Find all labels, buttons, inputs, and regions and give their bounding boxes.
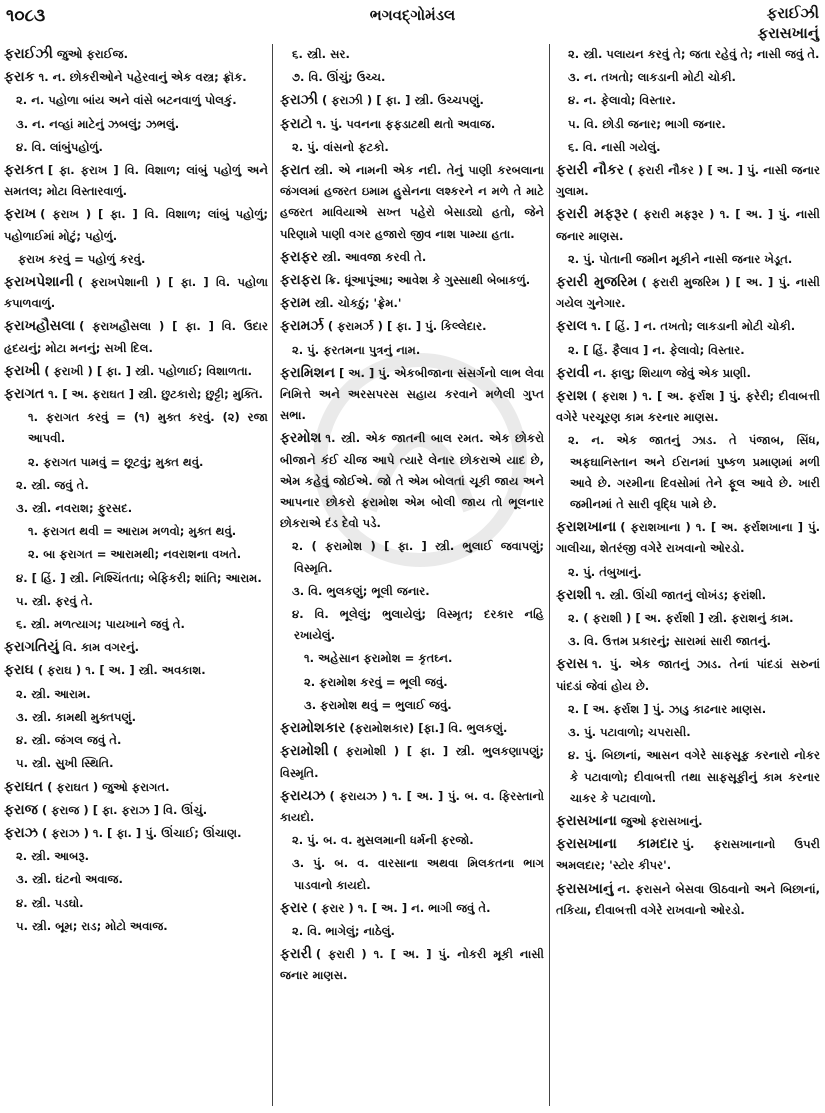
sense-line xyxy=(4,568,268,589)
definition-text: ૧. સ્ત્રી. એક જાતની બાલ રમત. એક છોકરો બીજાને કંઈ ચીજ આપે ત્યારે લેનાર છોકરાએ યાદ છે, એમ કહેવું જોઈએ. જો તે એમ બોલતાં ચૂકી જાય અને આપનાર છોકરો ફરામોશ એમ બોલી જાય તો ભૂલનાર છોકરાએ દંડ દેવો પડે. xyxy=(280,431,544,531)
headword: ફરારી નૌકર xyxy=(556,162,625,179)
definition-text: ૫. સ્ત્રી. સુખી સ્થિતિ. xyxy=(16,756,114,771)
headword: ફરાયઝ xyxy=(280,787,326,804)
sense-line xyxy=(556,44,820,65)
dictionary-entry xyxy=(280,898,544,919)
sense-line xyxy=(280,921,544,942)
definition-text: ( ફરાર ) ૧. [ અ. ] ન. ભાગી જવું તે. xyxy=(311,900,491,915)
headword: ફરાશી xyxy=(556,586,592,603)
definition-text: ૨. પું. બ. વ. મુસલમાની ધર્મની ફરજો. xyxy=(292,833,474,848)
headword: ફરાશખાના xyxy=(556,519,617,536)
idiom-line xyxy=(4,249,268,270)
sense-line xyxy=(4,137,268,158)
definition-text: ( ફરાજ ) [ ફા. ફરાઝ ] વિ. ઊંચું. xyxy=(41,802,208,817)
definition-text: ૨. ફરાગત પામવું = છૂટવું; મુક્ત થવું. xyxy=(28,454,204,469)
headword: ફરાસ xyxy=(556,656,589,673)
definition-text: ૨. ન. એક જાતનું ઝાડ. તે પંજાબ, સિંધ, અફઘાનિસ્તાન અને ઈરાનમાં પુષ્કળ પ્રમાણમાં મળી આવે છે. ગરમીના દિવસોમાં તેને ફૂલ આવે છે. ખારી જમીનમાં તે સારી વૃદ્ધિ પામે છે. xyxy=(568,433,820,512)
headword: ફરામિશન xyxy=(280,364,335,381)
definition-text: સ્ત્રી. આવજા કરવી તે. xyxy=(321,249,427,264)
definition-text: ૪. વિ. ભૂલેલું; ભુલાયેલું; વિસ્મૃત; દરકાર નહિ રખાયેલું. xyxy=(292,607,544,643)
headword: ફરારી મફરૂર xyxy=(556,206,629,223)
dictionary-entry xyxy=(4,384,268,405)
sense-line xyxy=(4,846,268,867)
headword: ફરાઝ xyxy=(4,824,39,841)
definition-text: ( ફરાઝ ) ૧. [ ફા. ] પું. ઊંચાઈ; ઊંચાણ. xyxy=(42,825,242,840)
definition-text: ૩. વિ. ભુલકણું; ભૂલી જનાર. xyxy=(292,583,430,598)
sense-line xyxy=(4,684,268,705)
dictionary-entry xyxy=(280,741,544,783)
headword: ફરાસખાના કામદાર xyxy=(556,836,679,853)
definition-text: ૪. સ્ત્રી. જંગલ જવું તે. xyxy=(16,733,122,748)
headword: ફરાઘ xyxy=(4,662,34,679)
headword: ફરાવી xyxy=(556,364,590,381)
definition-text: ૨. સ્ત્રી. આરામ. xyxy=(16,686,91,701)
definition-text: ( ફરારી ) ૧. [ અ. ] પું. નોકરી મૂકી નાસી જનાર માણસ. xyxy=(280,947,544,983)
definition-text: ( ફરાખી ) [ ફા. ] સ્ત્રી. પહોળાઈ; વિશાળતા. xyxy=(44,363,253,378)
sense-line xyxy=(556,699,820,720)
sense-line xyxy=(4,114,268,135)
sense-line xyxy=(556,745,820,809)
headword: ફરાક xyxy=(4,69,35,86)
dictionary-entry xyxy=(280,718,544,739)
sense-line xyxy=(280,44,544,65)
sense-line xyxy=(4,498,268,519)
headword: ફરામ xyxy=(280,295,311,312)
definition-text: ૩. વિ. ઉત્તમ પ્રકારનું; સારામાં સારી જાતનું. xyxy=(568,634,771,649)
dictionary-entry xyxy=(280,90,544,111)
headword: ફરાઝી xyxy=(280,92,319,109)
dictionary-entry xyxy=(280,428,544,534)
headword: ફરાટો xyxy=(280,115,313,132)
definition-text: ૨. ફરામોશ કરવું = ભૂલી જવું. xyxy=(304,674,448,689)
dictionary-entry xyxy=(280,786,544,828)
sense-line xyxy=(280,830,544,851)
definition-text: ૨. પું. તંબુખાનું. xyxy=(568,564,642,579)
guide-word-last: ફરાસખાનું xyxy=(757,24,819,42)
sense-line xyxy=(556,67,820,88)
definition-text: ૪. વિ. લાંબુંપહોળું. xyxy=(16,139,103,154)
definition-text: ૬. સ્ત્રી. સર. xyxy=(292,47,350,61)
sense-line xyxy=(4,869,268,890)
sense-line xyxy=(4,730,268,751)
definition-text: ૧. ફરાગત થવી = આરામ મળવો; મુક્ત થવું. xyxy=(28,524,237,539)
definition-text: ૩. સ્ત્રી. ઘંટનો અવાજ. xyxy=(16,872,123,887)
sense-line xyxy=(556,608,820,629)
column-2 xyxy=(280,44,544,1110)
definition-text: ૩. પું. બ. વ. વારસાના અથવા મિલકતના ભાગ પાડવાનો કાયદો. xyxy=(292,856,544,892)
definition-text: ૩. સ્ત્રી. નવરાશ; ફુરસદ. xyxy=(16,501,133,516)
definition-text: ૪. સ્ત્રી. પડઘો. xyxy=(16,895,84,910)
headword: ફરાજ xyxy=(4,801,38,818)
headword: ફરાશ xyxy=(556,388,588,405)
definition-text: [ ફા. ફરાખ ] વિ. વિશાળ; લાંબું પહોળું અને સમતલ; મોટા વિસ્તારવાળું. xyxy=(4,163,268,199)
sense-line xyxy=(280,340,544,361)
headword: ફરાફરા xyxy=(280,272,322,289)
definition-text: ૨. વિ. ભાગેલું; નાઠેલું. xyxy=(292,923,395,938)
sense-line xyxy=(556,114,820,135)
dictionary-entry xyxy=(280,363,544,427)
idiom-line xyxy=(4,407,268,449)
definition-text: ૩. ફરામોશ થવું = ભુલાઈ જવું. xyxy=(304,697,452,712)
definition-text: ૨. ( ફરામોશ ) [ ફા. ] સ્ત્રી. ભુલાઈ જવાપણું; વિસ્મૃતિ. xyxy=(292,539,544,575)
dictionary-entry xyxy=(280,316,544,337)
dictionary-entry xyxy=(4,800,268,821)
definition-text: વિ. કામ વગરનું. xyxy=(62,640,140,655)
definition-text: ( ફરાશ ) ૧. [ અ. ફર્રાશ ] પું. ફરેરી; દીવાબત્તી વગેરે પરચૂરણ કામ કરનાર માણસ. xyxy=(556,389,820,425)
definition-text: ( ફરાઘ ) ૧. [ અ. ] સ્ત્રી. અવકાશ. xyxy=(37,663,206,678)
dictionary-entry xyxy=(556,585,820,606)
definition-text: ૧. [ હિં. ] ન. તખતો; લાકડાની મોટી ચોકી. xyxy=(591,319,796,334)
sense-line xyxy=(280,853,544,895)
sense-line xyxy=(556,631,820,652)
sense-line xyxy=(4,707,268,728)
dictionary-entry xyxy=(280,270,544,291)
idiom-line xyxy=(280,648,544,669)
definition-text: ૨. [ અ. ફર્રાશ ] પું. ઝાડુ કાઢનાર માણસ. xyxy=(568,701,767,716)
dictionary-entry xyxy=(4,44,268,65)
dictionary-entry xyxy=(4,637,268,658)
sense-line xyxy=(556,722,820,743)
dictionary-entry xyxy=(280,293,544,314)
definition-text: ૭. વિ. ઊંચું; ઉચ્ચ. xyxy=(292,70,386,85)
sense-line xyxy=(4,591,268,612)
definition-text: ૧. પું. એક જાતનું ઝાડ. તેનાં પાંદડાં સરુનાં પાંદડાં જેવાં હોય છે. xyxy=(556,657,820,693)
dictionary-entry xyxy=(4,823,268,844)
dictionary-entry xyxy=(556,654,820,696)
headword: ફરારી xyxy=(280,946,312,963)
definition-text: ૨. ન. પહોળા બાંય અને વાંસે બટનવાળું પોલકું. xyxy=(16,93,237,108)
dictionary-entry xyxy=(556,160,820,202)
definition-text: ૧. ન. છોકરીઓને પહેરવાનું એક વસ્ત્ર; ફ્રૉક. xyxy=(38,70,247,85)
sense-line xyxy=(556,562,820,583)
headword: ફરાકત xyxy=(4,162,44,179)
dictionary-entry xyxy=(4,67,268,88)
definition-text: ( ફરાશખાના ) ૧. [ અ. ફર્રાશખાના ] પું. ગાલીચા, શેતરંજી વગેરે રાખવાનો ઓરડો. xyxy=(556,520,820,556)
dictionary-entry xyxy=(280,160,544,245)
definition-text: ૨. પું. વાંસનો ફટકો. xyxy=(292,139,389,154)
headword: ફરામોશકાર xyxy=(280,720,346,737)
definition-text: ૧. [ અ. ફરાઘત ] સ્ત્રી. છુટકારો; છુટ્ટી; મુક્તિ. xyxy=(48,387,263,402)
definition-text: ૨. સ્ત્રી. પલાયન કરવું તે; જતા રહેવું તે; નાસી જવું તે. xyxy=(568,47,820,61)
definition-text: ( ફરામર્ઝ ) [ ફા. ] પું. કિલ્લેદાર. xyxy=(327,319,487,334)
dictionary-entry xyxy=(556,363,820,384)
definition-text: ૧. સ્ત્રી. ઊંચી જાતનું લોખંડ; ફરાંશી. xyxy=(595,587,767,602)
definition-text: ૫. સ્ત્રી. બૂમ; રાડ; મોટો અવાજ. xyxy=(16,918,168,933)
definition-text: ન. ફાલુ; શિયાળ જેવું એક પ્રાણી. xyxy=(593,365,751,380)
idiom-line xyxy=(280,695,544,716)
dictionary-entry xyxy=(4,204,268,246)
sense-line xyxy=(556,340,820,361)
definition-text: ( ફરારી નૌકર ) [ અ. ] પું. નાસી જનાર ગુલામ. xyxy=(556,163,820,199)
definition-text: ૪. [ હિં. ] સ્ત્રી. નિશ્ચિંતતા; બેફિકરી; શાંતિ; આરામ. xyxy=(16,570,262,585)
sense-line xyxy=(280,581,544,602)
headword: ફરાખી xyxy=(4,362,41,379)
definition-text: ( ફરાખપેશાની ) [ ફા. ] વિ. પહોળા કપાળવાળું. xyxy=(4,275,268,311)
definition-text: જુઓ ફરાસખાનું. xyxy=(620,813,703,828)
definition-text: ૩. પું. પટાવાળો; ચપરાસી. xyxy=(568,725,691,740)
definition-text: ૨. બા ફરાગત = આરામથી; નવરાશના વખતે. xyxy=(28,547,242,562)
definition-text: ( ફરાઝી ) [ ફા. ] સ્ત્રી. ઉચ્ચપણું. xyxy=(322,93,484,108)
definition-text: ૫. વિ. છોડી જનાર; ભાગી જનાર. xyxy=(568,116,726,131)
definition-text: ૪. પું. બિછાનાં, આસન વગેરે સાફસૂફ કરનારો નોકર કે પટાવાળો; દીવાબત્તી તથા સાફસૂફીનું કામ કરનાર ચાકર કે પટાવાળો. xyxy=(568,748,820,805)
dictionary-entry xyxy=(280,114,544,135)
definition-text: ( ફરારી મફરૂર ) ૧. [ અ. ] પું. નાસી જનાર માણસ. xyxy=(556,207,820,243)
definition-text: (ફરામોશકાર) [ફા.] વિ. ભુલકણું. xyxy=(349,721,508,736)
headword: ફરાખ xyxy=(4,206,37,223)
dictionary-entry xyxy=(556,811,820,832)
definition-text: ૨. ( ફરાશી ) [ અ. ફર્રાશી ] સ્ત્રી. ફરાશનું કામ. xyxy=(568,611,794,626)
dictionary-entry xyxy=(4,160,268,202)
definition-text: ૩. ન. તખતો; લાકડાની મોટી ચોકી. xyxy=(568,70,736,85)
definition-text: ૧. અહેસાન ફરામોશ = કૃતઘ્ન. xyxy=(304,651,453,666)
page-number: ૧૦૮૩ xyxy=(6,6,46,26)
definition-text: ૧. પું. પવનના ફફડાટથી થતો અવાજ. xyxy=(316,116,496,131)
headword: ફરમોશ xyxy=(280,430,322,447)
definition-text: ( ફરાયઝ ) ૧. [ અ. ] પું. બ. વ. ફિરસ્તાનો કાયદો. xyxy=(280,788,544,824)
sense-line xyxy=(556,249,820,270)
dictionary-entry xyxy=(280,247,544,268)
definition-text: ફરાખ કરવું = પહોળું કરવું. xyxy=(18,251,146,266)
dictionary-entry xyxy=(4,660,268,681)
dictionary-entry xyxy=(4,361,268,382)
running-title: ભગવદ્ગોમંડલ xyxy=(369,6,456,24)
definition-text: ૫. સ્ત્રી. ફરવું તે. xyxy=(16,593,93,608)
definition-text: ૧. ફરાગત કરવું = (૧) મુક્ત કરવું. (૨) રજા આપવી. xyxy=(28,410,268,446)
definition-text: ( ફરારી મુજરિમ ) [ અ. ] પું. નાસી ગયેલ ગુનેગાર. xyxy=(556,275,820,311)
headword: ફરાલ xyxy=(556,318,588,335)
headword: ફરામર્ઝ xyxy=(280,318,324,335)
headword: ફરારી મુજરિમ xyxy=(556,274,638,291)
definition-text: ૨. [ હિં. ફૈલાવ ] ન. ફેલાવો; વિસ્તાર. xyxy=(568,342,745,357)
page-header xyxy=(0,0,825,44)
sense-line xyxy=(4,916,268,937)
definition-text: ( ફરાઘત ) જુઓ ફરાગત. xyxy=(47,779,170,794)
sense-line xyxy=(4,475,268,496)
definition-text: સ્ત્રી. એ નામની એક નદી. તેનું પાણી કરબલાના જંગલમાં હજરત ઇમામ હુસેનના લશ્કરને ન મળે તે માટે હજરત માવિયાએ સખ્ત પહેરો બેસાડ્યો હતો, જેને પરિણામે પાણી વગર હજારો જીવ નાશ પામ્યા હતા. xyxy=(280,163,544,241)
definition-text: સ્ત્રી. ચોકઠું; 'ફ્રેમ.' xyxy=(314,296,402,311)
dictionary-entry xyxy=(556,879,820,921)
headword: ફરામોશી xyxy=(280,743,329,760)
sense-line xyxy=(4,90,268,111)
headword: ફરાત xyxy=(280,162,310,179)
sense-line xyxy=(556,90,820,111)
sense-line xyxy=(280,137,544,158)
definition-text: ૩. ન. નવ્હાં માટેનું ઝબલું; ઝભલું. xyxy=(16,116,180,131)
dictionary-entry xyxy=(556,316,820,337)
definition-text: [ અ. ] પું. એકબીજાના સંસર્ગનો લાભ લેવા નિમિત્તે અને અરસપરસ સહાય કરવાને મળેલી ગુપ્ત સભા. xyxy=(280,365,544,423)
sense-line xyxy=(280,67,544,88)
column-1 xyxy=(4,44,268,1110)
definition-text: ન. ફરાસને બેસવા ઊઠવાનો અને બિછાનાં, તકિયા, દીવાબત્તી વગેરે રાખવાનો ઓરડો. xyxy=(556,881,820,917)
headword: ફરાસખાના xyxy=(556,812,617,829)
headword: ફરાગત xyxy=(4,386,45,403)
sense-line xyxy=(4,614,268,635)
sense-line xyxy=(280,604,544,646)
headword: ફરાફર xyxy=(280,248,318,265)
definition-text: ૬. સ્ત્રી. મળત્યાગ; પાયખાને જવું તે. xyxy=(16,617,185,632)
headword: ફરાસખાનું xyxy=(556,880,614,897)
idiom-line xyxy=(4,544,268,565)
headword: ફરાખપેશાની xyxy=(4,274,74,291)
dictionary-entry xyxy=(556,834,820,876)
headword: ફરાગતિયું xyxy=(4,639,59,656)
idiom-line xyxy=(4,452,268,473)
headword: ફરાઈઝી xyxy=(4,46,53,62)
dictionary-entry xyxy=(556,204,820,246)
idiom-line xyxy=(4,521,268,542)
definition-text: ૩. સ્ત્રી. કામથી મુક્તપણું. xyxy=(16,709,137,724)
dictionary-entry xyxy=(4,316,268,358)
definition-text: ( ફરાખહૌસલા ) [ ફા. ] વિ. ઉદાર હૃદયનું; મોટા મનનું; સખી દિલ. xyxy=(4,319,268,355)
definition-text: ૨. સ્ત્રી. આબરૂ. xyxy=(16,849,90,864)
dictionary-entry xyxy=(4,272,268,314)
definition-text: ક્રિ. ધૂંઆપૂંઆ; આવેશ કે ગુસ્સાથી બેબાકળું. xyxy=(325,273,531,288)
dictionary-entry xyxy=(280,944,544,986)
sense-line xyxy=(280,536,544,578)
dictionary-entry xyxy=(4,777,268,798)
headword: ફરાર xyxy=(280,899,308,916)
sense-line xyxy=(4,753,268,774)
dictionary-entry xyxy=(556,386,820,428)
column-3 xyxy=(556,44,820,1110)
dictionary-entry xyxy=(556,272,820,314)
guide-word-first: ફરાઈઝી xyxy=(766,4,819,22)
idiom-line xyxy=(280,672,544,693)
dictionary-columns xyxy=(0,44,825,1110)
sense-line xyxy=(556,137,820,158)
definition-text: ૪. ન. ફેલાવો; વિસ્તાર. xyxy=(568,93,676,108)
headword: ફરાઘત xyxy=(4,778,44,795)
headword: ફરાખહૌસલા xyxy=(4,318,76,335)
dictionary-entry xyxy=(556,517,820,559)
definition-text: ૨. પું. ફરતમના પુત્રનું નામ. xyxy=(292,342,421,357)
sense-line xyxy=(4,893,268,914)
definition-text: ( ફરાખ ) [ ફા. ] વિ. વિશાળ; લાંબું પહોળું; પહોળાઈમાં મોટું; પહોળું. xyxy=(4,207,268,243)
definition-text: જુઓ ફરાઈજ. xyxy=(56,47,129,61)
definition-text: ૬. વિ. નાસી ગયેલું. xyxy=(568,139,661,154)
definition-text: પું. ફરાસખાનાનો ઉપરી અમલદાર; 'સ્ટોર કીપર'. xyxy=(556,837,820,873)
definition-text: ૨. પું. પોતાની જમીન મૂકીને નાસી જનાર ખેડૂત. xyxy=(568,251,793,266)
definition-text: ( ફરામોશી ) [ ફા. ] સ્ત્રી. ભુલકણાપણું; વિસ્મૃતિ. xyxy=(280,744,544,780)
definition-text: ૨. સ્ત્રી. જવું તે. xyxy=(16,477,89,492)
sense-line xyxy=(556,430,820,515)
